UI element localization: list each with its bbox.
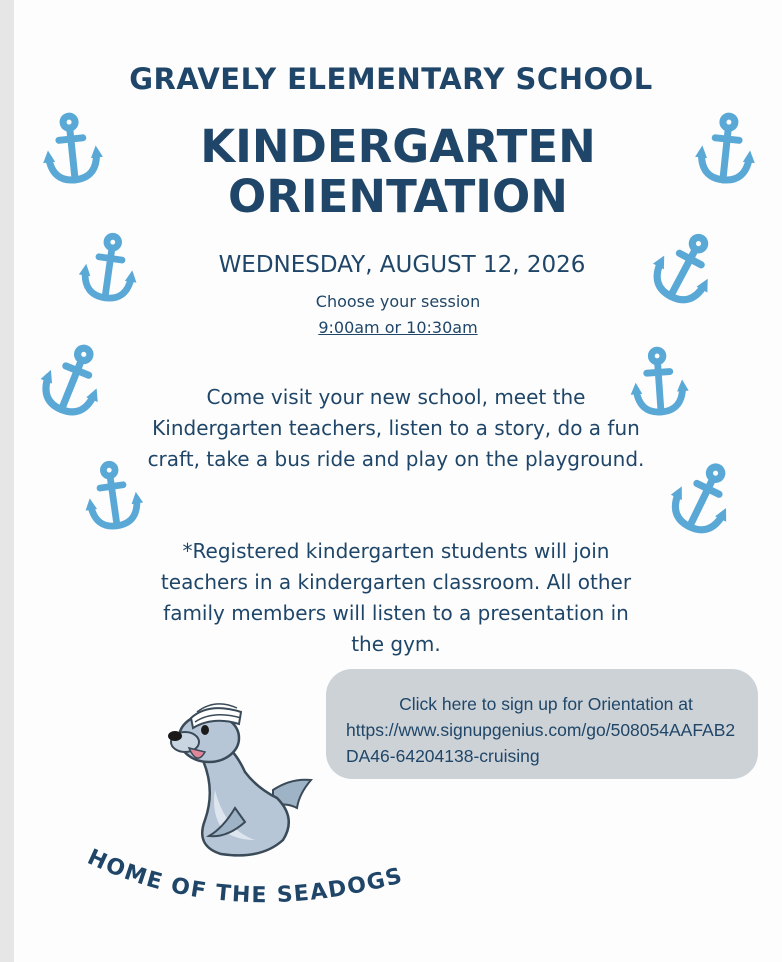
anchor-icon xyxy=(670,460,736,538)
anchor-icon xyxy=(694,112,758,188)
mascot-motto xyxy=(80,840,420,930)
anchor-icon xyxy=(40,342,106,420)
page-title xyxy=(0,122,782,222)
title-line-1: KINDERGARTEN xyxy=(200,120,596,173)
seal-mascot xyxy=(165,690,315,864)
session-times: 9:00am or 10:30am xyxy=(318,318,478,337)
anchor-icon xyxy=(628,346,690,420)
anchor-icon xyxy=(78,232,140,306)
anchor-icon xyxy=(82,460,144,534)
session-label: Choose your session xyxy=(315,292,481,311)
signup-text: Click here to sign up for Orientation at xyxy=(399,694,693,714)
svg-text:HOME OF THE SEADOGS: HOME OF THE SEADOGS xyxy=(83,844,407,909)
event-description: Come visit your new school, meet the Kindergarten teachers, listen to a story, do a fun craft, take a bus ride and play on the playground. xyxy=(147,385,645,471)
title-line-2: ORIENTATION xyxy=(228,170,568,223)
signup-link-button[interactable] xyxy=(326,669,758,779)
anchor-icon xyxy=(652,230,718,308)
anchor-icon xyxy=(40,112,104,188)
signup-url: https://www.signupgenius.com/go/508054AAFAB2DA46-64204138-cruising xyxy=(346,720,736,766)
school-name: GRAVELY ELEMENTARY SCHOOL xyxy=(129,62,653,96)
registration-note: *Registered kindergarten students will join teachers in a kindergarten classroom. All other family members will listen to a presentation in the gym. xyxy=(160,539,632,656)
event-date: WEDNESDAY, AUGUST 12, 2026 xyxy=(218,252,586,278)
